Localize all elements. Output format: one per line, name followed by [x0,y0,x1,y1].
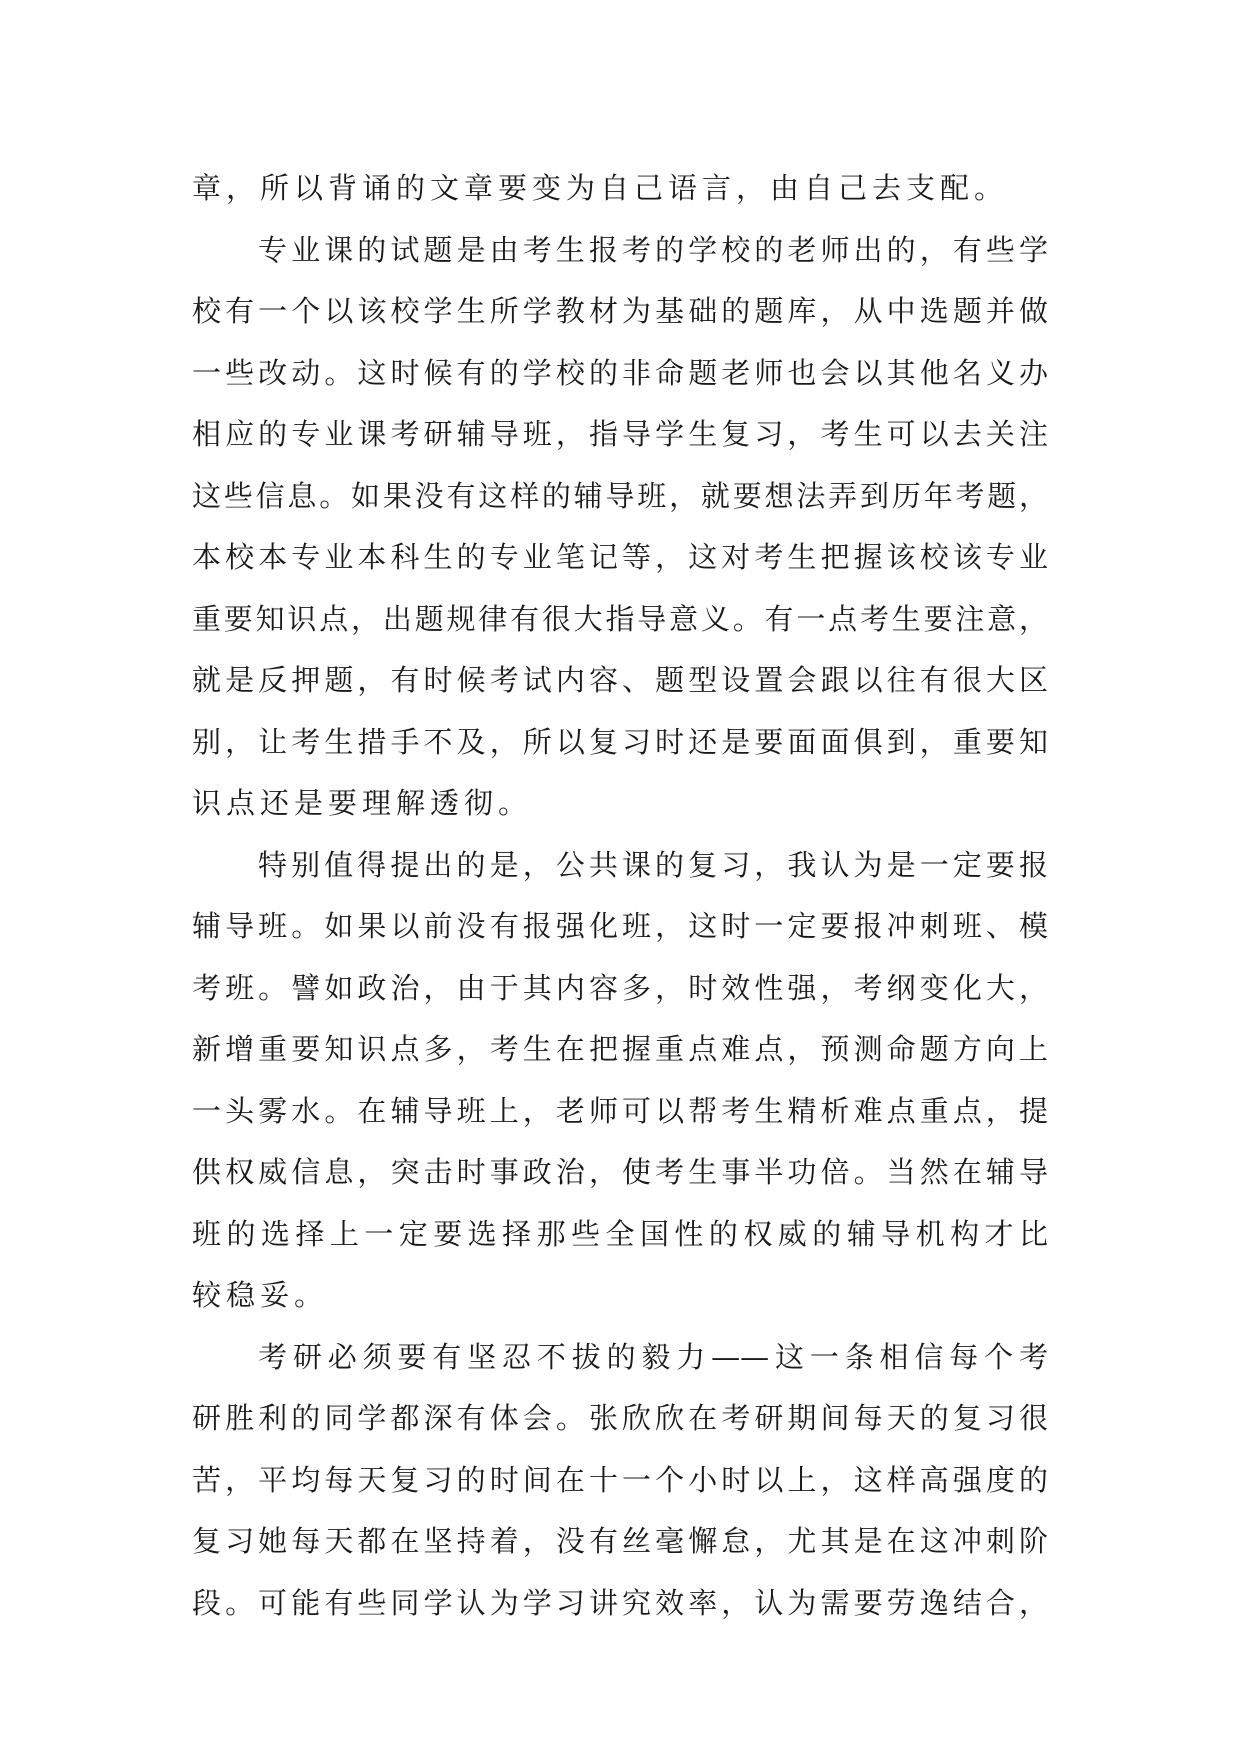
text-line: 相应的专业课考研辅导班，指导学生复习，考生可以去关注 [192,417,1048,451]
paragraph-first-line: 特别值得提出的是，公共课的复习，我认为是一定要报 [258,847,1048,882]
text-line: 苦，平均每天复习的时间在十一个小时以上，这样高强度的 [192,1462,1048,1497]
text-line: 班的选择上一定要选择那些全国性的权威的辅导机构才比 [192,1216,1048,1251]
text-line: 校有一个以该校学生所学教材为基础的题库，从中选题并做 [192,294,1048,328]
text-line: 一头雾水。在辅导班上，老师可以帮考生精析难点重点，提 [192,1093,1048,1128]
text-line: 章，所以背诵的文章要变为自己语言，由自己去支配。 [192,171,1009,205]
text-line: 研胜利的同学都深有体会。张欣欣在考研期间每天的复习很 [192,1401,1048,1435]
text-line: 别，让考生措手不及，所以复习时还是要面面俱到，重要知 [192,724,1048,759]
text-line: 识点还是要理解透彻。 [192,786,533,820]
text-line: 供权威信息，突击时事政治，使考生事半功倍。当然在辅导 [192,1155,1048,1189]
text-line: 辅导班。如果以前没有报强化班，这时一定要报冲刺班、模 [192,909,1048,943]
text-line: 本校本专业本科生的专业笔记等，这对考生把握该校该专业 [192,540,1048,574]
text-line: 考班。譬如政治，由于其内容多，时效性强，考纲变化大， [192,970,1048,1005]
text-line: 一些改动。这时候有的学校的非命题老师也会以其他名义办 [192,355,1048,390]
body-text [192,158,1048,1634]
paragraph-first-line: 考研必须要有坚忍不拔的毅力——这一条相信每个考 [258,1339,1048,1374]
text-line: 段。可能有些同学认为学习讲究效率，认为需要劳逸结合， [192,1585,1048,1620]
text-line: 重要知识点，出题规律有很大指导意义。有一点考生要注意， [192,601,1048,636]
text-line: 这些信息。如果没有这样的辅导班，就要想法弄到历年考题， [192,478,1048,513]
text-line: 就是反押题，有时候考试内容、题型设置会跟以往有很大区 [192,663,1048,697]
text-line: 较稳妥。 [192,1278,329,1312]
text-line: 复习她每天都在坚持着，没有丝毫懈怠，尤其是在这冲刺阶 [192,1524,1048,1558]
text-line: 新增重要知识点多，考生在把握重点难点，预测命题方向上 [192,1032,1048,1066]
paragraph-first-line: 专业课的试题是由考生报考的学校的老师出的，有些学 [258,232,1048,267]
